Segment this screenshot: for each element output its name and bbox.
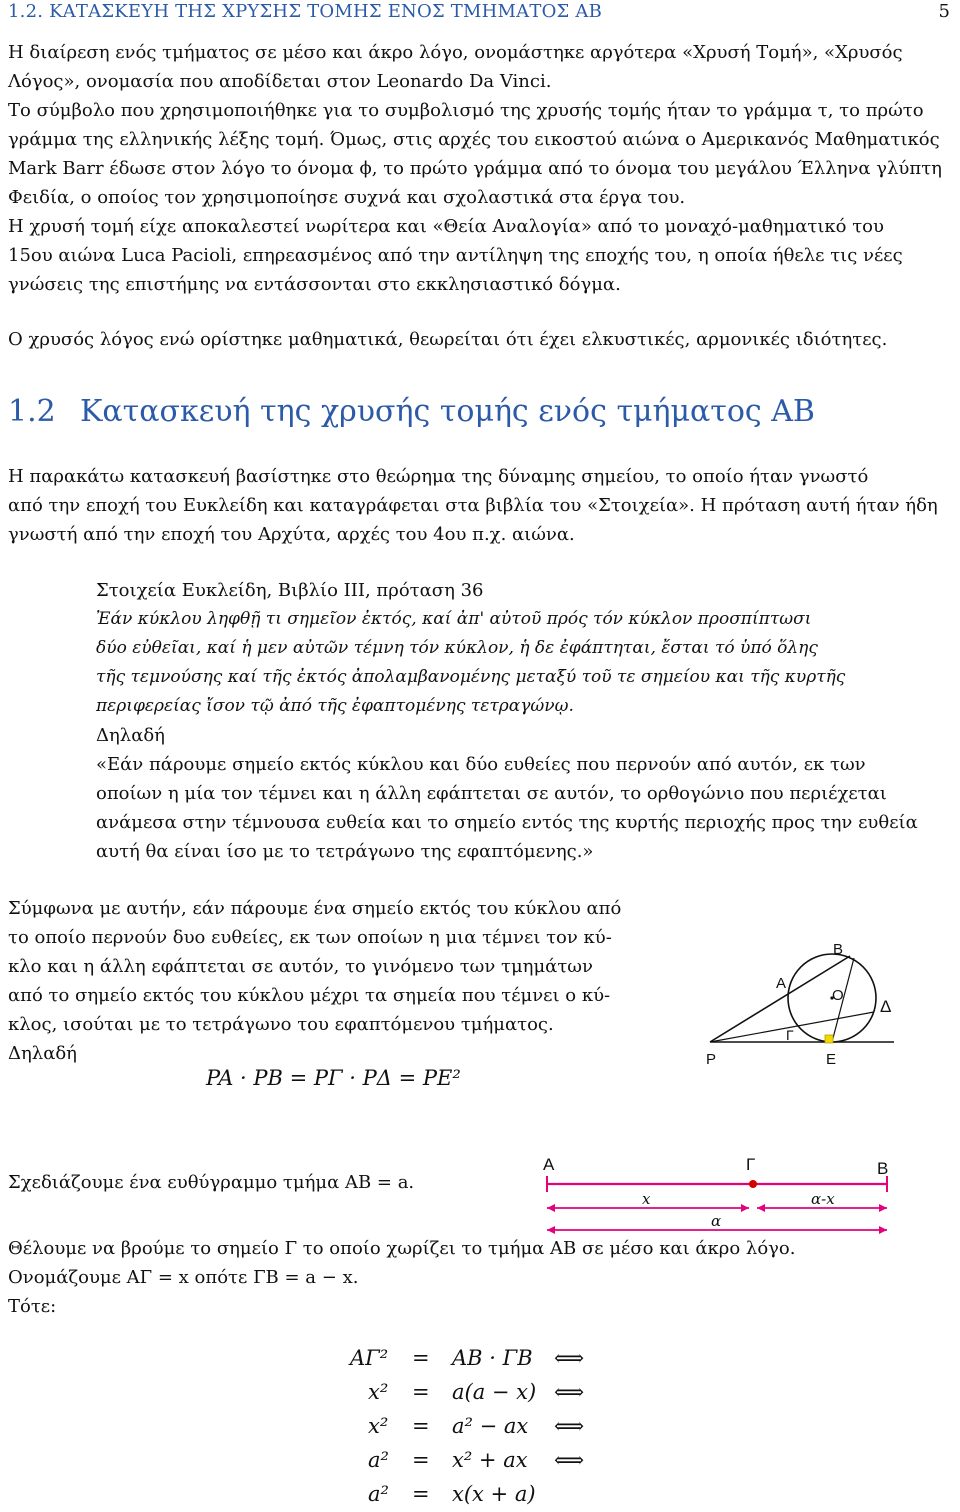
meaning-label: Δηλαδή [96, 725, 165, 746]
equation-rhs: AB · ΓB [452, 1346, 533, 1370]
ancient-line: Ἐάν κύκλου ληφθῇ τι σημεῖον ἐκτός, καί ἀπ' αὐτοῦ πρός τόν κύκλον προσπίπτωσι [96, 609, 812, 629]
section-number: 1.2 [8, 394, 56, 429]
meaning-label: Δηλαδή [8, 1043, 77, 1064]
equals-sign: = [412, 1414, 430, 1438]
equation-row [340, 1448, 620, 1478]
segment-sentence: Σχεδιάζουμε ένα ευθύγραμμο τμήμα AB = a. [8, 1172, 415, 1193]
section-title: Κατασκευή της χρυσής τομής ενός τμήματος AB [80, 394, 815, 429]
label-b: B [833, 941, 844, 958]
equation-lhs: x² [368, 1414, 389, 1438]
label-x: x [642, 1190, 651, 1208]
arrowhead-left [547, 1226, 555, 1234]
arrowhead-right [879, 1226, 887, 1234]
modern-line: οποίων η μία τον τέμνει και η άλλη εφάπτεται σε αυτόν, το ορθογώνιο που περιέχεται [96, 783, 887, 804]
equals-sign: = [412, 1380, 430, 1404]
text-line: Ο χρυσός λόγος ενώ ορίστηκε μαθηματικά, θεωρείται ότι έχει ελκυστικές, αρμονικές ιδιότητες. [8, 329, 888, 350]
text-line: από το σημείο εκτός του κύκλου μέχρι τα σημεία που τέμνει ο κύ- [8, 985, 611, 1006]
text-line: Η παρακάτω κατασκευή βασίστηκε στο θεώρημα της δύναμης σημείου, το οποίο ήταν γνωστό [8, 466, 869, 487]
equation-row [340, 1380, 620, 1410]
text-line: γνώσεις της επιστήμης να εντάσσονται στο εκκλησιαστικό δόγμα. [8, 274, 621, 295]
golden-section-segment-figure [535, 1150, 905, 1240]
equivalence-arrow: ⟺ [554, 1448, 585, 1472]
arrowhead-right [741, 1204, 749, 1212]
quote-source: Στοιχεία Ευκλείδη, Βιβλίο ΙΙΙ, πρόταση 36 [96, 580, 484, 601]
intro-paragraph-4 [8, 325, 954, 354]
text-line: από την εποχή του Ευκλείδη και καταγράφεται στα βιβλία του «Στοιχεία». Η πρόταση αυτή ήταν ήδη [8, 495, 938, 516]
equation-row [340, 1414, 620, 1444]
intro-paragraph-1 [8, 38, 954, 96]
equivalence-arrow: ⟺ [554, 1380, 585, 1404]
text-line: κλος, ισούται με το τετράγωνο του εφαπτόμενου τμήματος. [8, 1014, 554, 1035]
equation-lhs: x² [368, 1380, 389, 1404]
label-e: E [826, 1051, 837, 1068]
equals-sign: = [412, 1482, 430, 1506]
running-header [8, 0, 958, 28]
label-gamma-point: Γ [746, 1155, 756, 1174]
equation-array [0, 1342, 960, 1512]
label-delta: Δ [880, 997, 892, 1016]
label-b-point: B [877, 1159, 889, 1178]
label-a-point: A [543, 1155, 555, 1174]
intro-paragraph-3 [8, 212, 954, 299]
golden-section-definition [8, 1234, 954, 1321]
text-line: κλο και η άλλη εφάπτεται σε αυτόν, το γινόμενο των τμημάτων [8, 956, 593, 977]
text-line: Η χρυσή τομή είχε αποκαλεστεί νωρίτερα και «Θεία Αναλογία» από το μοναχό-μαθηματικό του [8, 216, 884, 237]
equation-lhs: AΓ² [350, 1346, 389, 1370]
text-line: Θέλουμε να βρούμε το σημείο Γ το οποίο χωρίζει το τμήμα AB σε μέσο και άκρο λόγο. [8, 1238, 796, 1259]
text-line: Τότε: [8, 1296, 57, 1317]
text-line: το οποίο περνούν δυο ευθείες, εκ των οποίων η μια τέμνει τον κύ- [8, 927, 612, 948]
text-line: Φειδία, ο οποίος τον χρησιμοποίησε συχνά και σχολαστικά στα έργα του. [8, 187, 686, 208]
label-a-length: α [711, 1212, 722, 1230]
equation-rhs: a² − ax [452, 1414, 529, 1438]
page-number: 5 [938, 1, 950, 22]
modern-line: αυτή θα είναι ίσο με το τετράγωνο της εφαπτόμενης.» [96, 841, 594, 862]
text-line: Ονομάζουμε AΓ = x οπότε ΓB = a − x. [8, 1267, 359, 1288]
label-a-minus-x: α-x [811, 1190, 835, 1208]
label-p: P [706, 1051, 717, 1068]
ancient-line: τῆς τεμνούσης καί τῆς ἐκτός ἀπολαμβανομένης μεταξύ τοῦ τε σημείου και τῆς κυρτῆς [96, 667, 846, 687]
text-line: γνωστή από την εποχή του Αρχύτα, αρχές του 4ου π.χ. αιώνα. [8, 524, 575, 545]
power-of-point-figure [690, 930, 930, 1075]
ancient-line: δύο εὐθεῖαι, καί ἡ μεν αὐτῶν τέμνη τόν κύκλον, ἡ δε ἐφάπτηται, ἔσται τό ὑπό ὅλης [96, 638, 818, 658]
section-heading [8, 394, 948, 438]
equation-rhs: x(x + a) [452, 1482, 536, 1506]
equals-sign: = [412, 1448, 430, 1472]
equation-row [340, 1346, 620, 1376]
modern-line: «Εάν πάρουμε σημείο εκτός κύκλου και δύο ευθείες που περνούν από αυτόν, εκ των [96, 754, 866, 775]
text-line: Mark Barr έδωσε στον λόγο το όνομα ϕ, το πρώτο γράμμα από το όνομα του μεγάλου Έλληνα γλύπτη [8, 158, 942, 179]
label-o: O [832, 987, 844, 1004]
text-line: Η διαίρεση ενός τμήματος σε μέσο και άκρο λόγο, ονομάστηκε αργότερα «Χρυσή Τομή», «Χρυσός [8, 42, 903, 63]
equation-row [340, 1482, 620, 1512]
text-line: 15ου αιώνα Luca Pacioli, επηρεασμένος από την αντίληψη της εποχής του, η οποία ήθελε τις νέες [8, 245, 903, 266]
text-line: γράμμα της ελληνικής λέξης τομή. Όμως, στις αρχές του εικοστού αιώνα ο Αμερικανός Μαθηματικός [8, 129, 940, 150]
equivalence-arrow: ⟺ [554, 1414, 585, 1438]
section-intro [8, 462, 954, 549]
arrowhead-right [879, 1204, 887, 1212]
modern-line: ανάμεσα στην τέμνουσα ευθεία και το σημείο εντός της κυρτής περιοχής προς την ευθεία [96, 812, 918, 833]
consequence-paragraph [8, 894, 638, 1068]
power-of-point-formula: PA · PB = PΓ · PΔ = PE² [206, 1066, 461, 1090]
equation-rhs: x² + ax [452, 1448, 528, 1472]
ancient-line: περιφερείας ἴσον τῷ ἀπό τῆς ἐφαπτομένης τετραγώνῳ. [96, 696, 574, 716]
equals-sign: = [412, 1346, 430, 1370]
equation-rhs: a(a − x) [452, 1380, 537, 1404]
text-line: Το σύμβολο που χρησιμοποιήθηκε για το συμβολισμό της χρυσής τομής ήταν το γράμμα τ, το πρώτο [8, 100, 924, 121]
header-section-title: 1.2. ΚΑΤΑΣΚΕΥΗ ΤΗΣ ΧΡΥΣΗΣ ΤΟΜΗΣ ΕΝΟΣ ΤΜΗΜΑΤΟΣ AB [8, 1, 603, 22]
label-gamma: Γ [786, 1027, 794, 1043]
label-a: A [776, 975, 787, 992]
text-line: Σύμφωνα με αυτήν, εάν πάρουμε ένα σημείο εκτός του κύκλου από [8, 898, 622, 919]
point-gamma [749, 1180, 757, 1188]
arrowhead-left [547, 1204, 555, 1212]
text-line: Λόγος», ονομασία που αποδίδεται στον Leonardo Da Vinci. [8, 71, 552, 92]
intro-paragraph-2 [8, 96, 954, 212]
right-angle-marker [825, 1035, 833, 1043]
euclid-quote [96, 576, 918, 866]
equivalence-arrow: ⟺ [554, 1346, 585, 1370]
equation-lhs: a² [368, 1448, 389, 1472]
arrowhead-left [757, 1204, 765, 1212]
equation-lhs: a² [368, 1482, 389, 1506]
